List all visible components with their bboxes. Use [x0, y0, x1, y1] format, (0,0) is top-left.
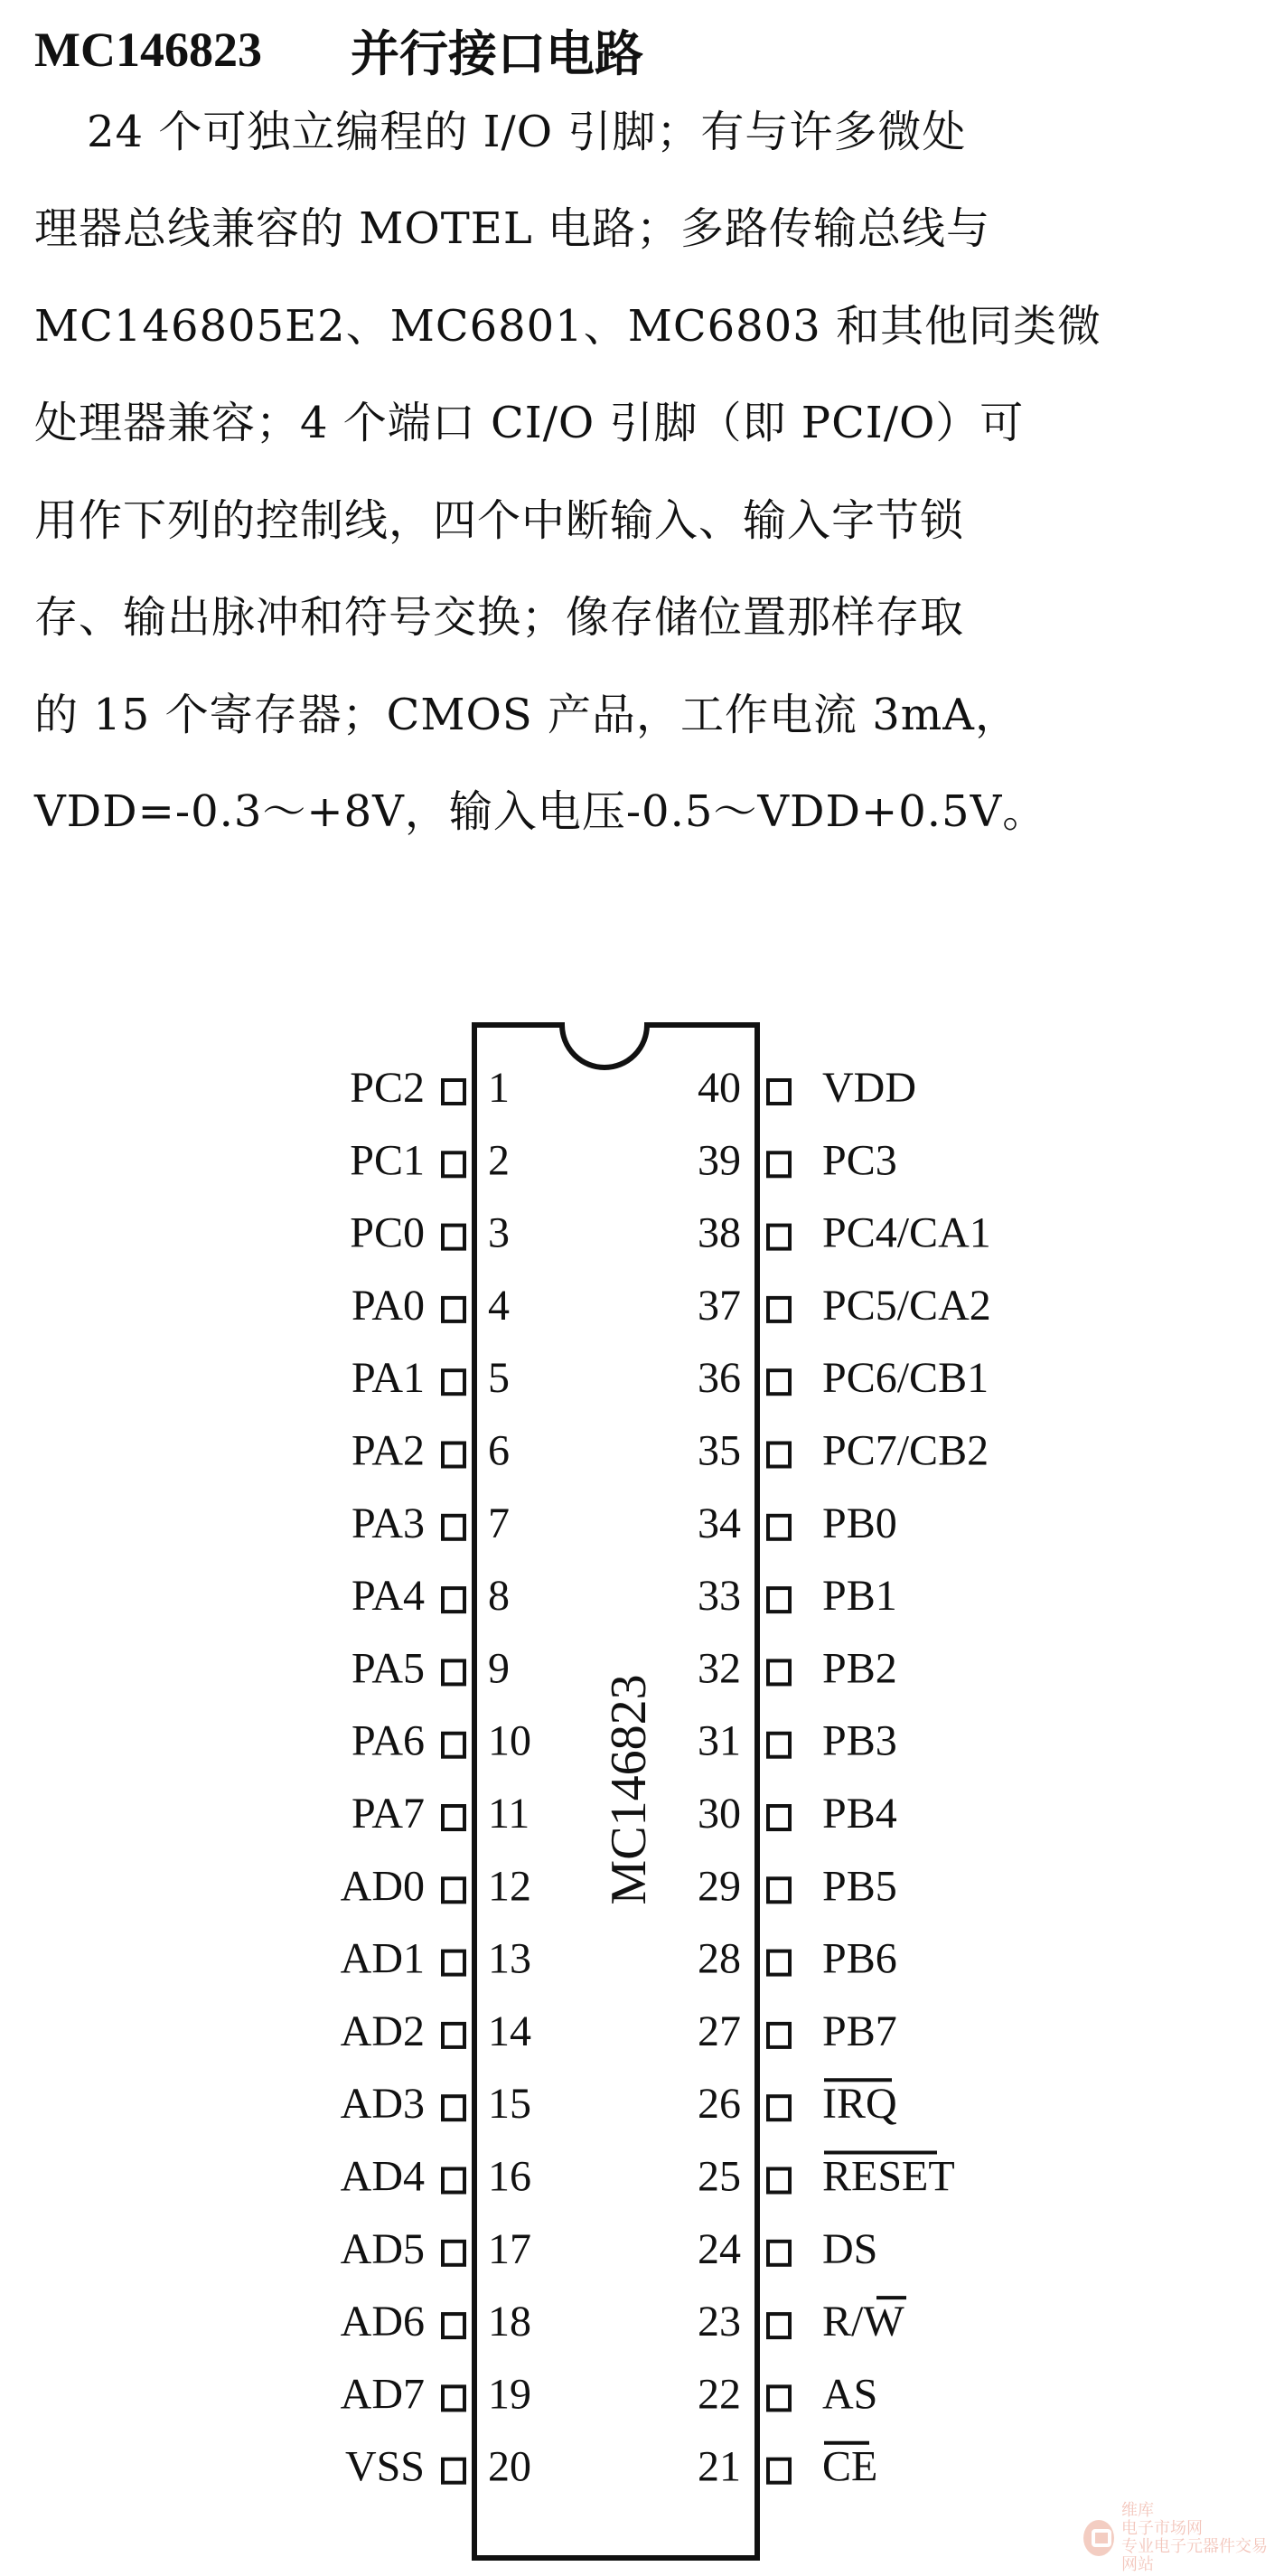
- description-line: 的 15 个寄存器；CMOS 产品，工作电流 3mA，: [34, 690, 1019, 740]
- pin-number: 38: [698, 1208, 741, 1257]
- pin-number: 19: [488, 2370, 531, 2419]
- watermark-mark-icon: [1083, 2520, 1114, 2556]
- left-pin: [341, 1935, 531, 1983]
- pin-number: 9: [488, 1644, 510, 1693]
- pin-number: 34: [698, 1499, 741, 1547]
- right-pin: [698, 1209, 991, 1257]
- right-pin: [698, 1644, 897, 1692]
- pin-square-icon: [768, 1878, 790, 1902]
- pin-square-icon: [443, 1806, 464, 1829]
- pin-square-icon: [768, 1370, 790, 1394]
- pin-number: 32: [698, 1644, 741, 1693]
- pin-label: PA2: [351, 1426, 425, 1475]
- pin-number: 33: [698, 1572, 741, 1621]
- description-line: 用作下列的控制线，四个中断输入、输入字节锁: [34, 495, 965, 546]
- description-line: 24 个可独立编程的 I/O 引脚；有与许多微处: [87, 107, 967, 157]
- pin-number: 30: [698, 1790, 741, 1838]
- left-pin-list: [341, 1064, 531, 2491]
- pin-label: PC1: [350, 1136, 425, 1185]
- pin-label: PB1: [822, 1572, 897, 1621]
- pin-label: PB0: [822, 1499, 897, 1547]
- left-pin: [351, 1790, 530, 1838]
- right-pin: [698, 1354, 989, 1402]
- pin-square-icon: [768, 1443, 790, 1467]
- right-pin: [698, 1935, 897, 1983]
- pin-number: 39: [698, 1136, 741, 1185]
- pin-square-icon: [768, 1588, 790, 1612]
- pin-label: VDD: [822, 1064, 916, 1113]
- pin-label: PC0: [350, 1208, 425, 1257]
- pin-label: DS: [822, 2224, 878, 2273]
- pin-number: 12: [488, 1862, 531, 1911]
- right-pin: [698, 1500, 897, 1547]
- right-pin: [698, 1427, 989, 1475]
- pin-square-icon: [443, 2242, 464, 2265]
- description-block: [34, 107, 1256, 888]
- pin-number: 23: [698, 2298, 741, 2346]
- pin-label: PC5/CA2: [822, 1281, 991, 1330]
- pin-square-icon: [443, 1588, 464, 1612]
- pin-label: PA5: [351, 1644, 425, 1693]
- pin-number: 8: [488, 1572, 510, 1621]
- left-pin: [345, 2443, 531, 2491]
- pin-number: 21: [698, 2442, 741, 2491]
- pin-label: PB4: [822, 1790, 897, 1838]
- pin-square-icon: [443, 2459, 464, 2483]
- left-pin: [341, 2007, 531, 2055]
- left-pin: [341, 2370, 531, 2418]
- pin-number: 5: [488, 1354, 510, 1403]
- pin-number: 20: [488, 2442, 531, 2491]
- pin-number: 2: [488, 1136, 510, 1185]
- pin-label: PB6: [822, 1934, 897, 1983]
- pin-square-icon: [443, 2314, 464, 2337]
- right-pin: [698, 1064, 916, 1112]
- right-pin: [698, 1282, 991, 1330]
- pin-number: 29: [698, 1862, 741, 1911]
- pin-square-icon: [443, 1660, 464, 1684]
- pin-label: AD6: [340, 2298, 425, 2346]
- pin-square-icon: [768, 2242, 790, 2265]
- page-title: [34, 18, 1263, 81]
- pin-label: AS: [822, 2370, 878, 2419]
- pin-number: 1: [488, 1064, 510, 1113]
- left-pin: [341, 2080, 531, 2128]
- pin-number: 24: [698, 2224, 741, 2273]
- pin-square-icon: [443, 2169, 464, 2193]
- description-line: VDD=-0.3～+8V，输入电压-0.5～VDD+0.5V。: [34, 786, 1047, 837]
- pin-number: 4: [488, 1281, 510, 1330]
- pin-square-icon: [443, 1443, 464, 1467]
- pin-label: PA6: [351, 1716, 425, 1765]
- pin-label: AD0: [340, 1862, 425, 1911]
- left-pin: [350, 1136, 510, 1184]
- pin-label: PC6/CB1: [822, 1354, 989, 1403]
- pin-label: AD2: [340, 2007, 425, 2055]
- pin-square-icon: [443, 2096, 464, 2120]
- watermark-logo: [1083, 2501, 1273, 2574]
- left-pin: [351, 1500, 510, 1547]
- watermark-line1: 电子市场网: [1120, 2519, 1203, 2539]
- pin-label: VSS: [344, 2442, 425, 2491]
- left-pin: [341, 2298, 531, 2346]
- pin-label: PA4: [351, 1572, 425, 1621]
- pin-label: CE: [822, 2442, 878, 2491]
- left-pin: [351, 1572, 510, 1620]
- pin-label: R/W: [822, 2298, 904, 2346]
- pin-number: 31: [698, 1716, 741, 1765]
- pin-square-icon: [443, 1516, 464, 1539]
- right-pin: [698, 1572, 897, 1620]
- pin-square-icon: [443, 1878, 464, 1902]
- watermark-text: [1121, 2502, 1273, 2573]
- right-pin: [698, 2225, 877, 2273]
- pin-square-icon: [443, 1152, 464, 1176]
- chinese-title: 并行接口电路: [350, 26, 643, 81]
- pin-label: PC2: [350, 1064, 425, 1113]
- pin-label: AD7: [340, 2370, 425, 2419]
- chip-pinout-diagram: [0, 967, 1284, 2576]
- watermark-line2: 专业电子元器件交易网站: [1120, 2537, 1268, 2574]
- pin-number: 15: [488, 2080, 531, 2129]
- pin-number: 26: [698, 2080, 741, 2129]
- left-pin: [341, 2153, 531, 2201]
- chip-label: MC146823: [600, 1674, 657, 1905]
- pin-number: 14: [488, 2007, 531, 2055]
- pin-number: 35: [698, 1426, 741, 1475]
- pin-square-icon: [443, 1370, 464, 1394]
- pin-number: 3: [488, 1208, 510, 1257]
- pin-square-icon: [768, 1298, 790, 1321]
- right-pin: [698, 2443, 877, 2491]
- right-pin: [698, 2370, 877, 2418]
- pin-number: 18: [488, 2298, 531, 2346]
- pin-number: 11: [488, 1790, 530, 1838]
- pin-number: 28: [698, 1934, 741, 1983]
- pin-square-icon: [768, 2459, 790, 2483]
- description-line: 处理器兼容；4 个端口 CI/O 引脚（即 PCI/O）可: [34, 398, 1025, 448]
- pin-square-icon: [768, 1734, 790, 1757]
- pin-square-icon: [768, 1951, 790, 1975]
- pin-number: 7: [488, 1499, 510, 1547]
- pin-label: AD4: [340, 2152, 425, 2201]
- pin-label: PB2: [822, 1644, 897, 1693]
- right-pin: [698, 2080, 897, 2128]
- description-line: MC146805E2、MC6801、MC6803 和其他同类微: [34, 301, 1102, 352]
- pin-square-icon: [768, 1660, 790, 1684]
- pin-label: PA0: [351, 1281, 425, 1330]
- left-pin: [351, 1282, 510, 1330]
- pin-square-icon: [768, 2386, 790, 2410]
- left-pin: [351, 1354, 510, 1402]
- pin-square-icon: [443, 2386, 464, 2410]
- left-pin: [350, 1209, 510, 1257]
- left-pin: [341, 1862, 531, 1910]
- pin-square-icon: [443, 1298, 464, 1321]
- pin-square-icon: [768, 1080, 790, 1104]
- pin-label: PA3: [351, 1499, 425, 1547]
- pin-square-icon: [768, 2169, 790, 2193]
- pin-square-icon: [443, 1734, 464, 1757]
- pin-square-icon: [443, 1226, 464, 1249]
- pin-number: 37: [698, 1281, 741, 1330]
- pin-square-icon: [768, 2024, 790, 2047]
- description-line: 理器总线兼容的 MOTEL 电路；多路传输总线与: [34, 203, 990, 254]
- pin-label: AD3: [340, 2080, 425, 2129]
- right-pin-list: [698, 1064, 991, 2491]
- part-number-title: MC146823: [34, 23, 262, 77]
- pin-label: RESET: [822, 2152, 955, 2201]
- right-pin: [698, 1862, 897, 1910]
- pin-number: 22: [698, 2370, 741, 2419]
- pin-label: PB5: [822, 1862, 897, 1911]
- pin-square-icon: [768, 1226, 790, 1249]
- pin-number: 13: [488, 1934, 531, 1983]
- left-pin: [351, 1644, 510, 1692]
- left-pin: [351, 1427, 510, 1475]
- right-pin: [698, 1136, 897, 1184]
- pin-square-icon: [768, 1806, 790, 1829]
- pin-square-icon: [443, 1080, 464, 1104]
- pin-label: PC4/CA1: [822, 1208, 991, 1257]
- pin-label: PB7: [822, 2007, 897, 2055]
- pin-number: 25: [698, 2152, 741, 2201]
- pin-label: PC3: [822, 1136, 897, 1185]
- left-pin: [341, 2225, 531, 2273]
- pin-label: IRQ: [822, 2080, 897, 2129]
- pin-label: PA1: [351, 1354, 425, 1403]
- pin-label: AD1: [340, 1934, 425, 1983]
- pin-square-icon: [443, 1951, 464, 1975]
- pin-number: 16: [488, 2152, 531, 2201]
- pin-square-icon: [768, 2096, 790, 2120]
- pin-number: 27: [698, 2007, 741, 2055]
- pin-number: 17: [488, 2224, 531, 2273]
- watermark-brand: 维库: [1120, 2501, 1154, 2521]
- right-pin: [698, 1790, 897, 1838]
- pin-label: AD5: [340, 2224, 425, 2273]
- right-pin: [698, 1717, 897, 1765]
- left-pin: [350, 1064, 510, 1112]
- pin-number: 6: [488, 1426, 510, 1475]
- description-line: 存、输出脉冲和符号交换；像存储位置那样存取: [34, 592, 965, 643]
- pin-number: 10: [488, 1716, 531, 1765]
- left-pin: [351, 1717, 531, 1765]
- right-pin: [698, 2007, 897, 2055]
- right-pin: [698, 2298, 906, 2346]
- pin-number: 40: [698, 1064, 741, 1113]
- pin-label: PC7/CB2: [822, 1426, 989, 1475]
- pin-square-icon: [768, 1152, 790, 1176]
- pin-number: 36: [698, 1354, 741, 1403]
- pin-square-icon: [443, 2024, 464, 2047]
- pin-square-icon: [768, 1516, 790, 1539]
- pin-label: PB3: [822, 1716, 897, 1765]
- right-pin: [698, 2153, 955, 2201]
- pin-label: PA7: [351, 1790, 425, 1838]
- pin-square-icon: [768, 2314, 790, 2337]
